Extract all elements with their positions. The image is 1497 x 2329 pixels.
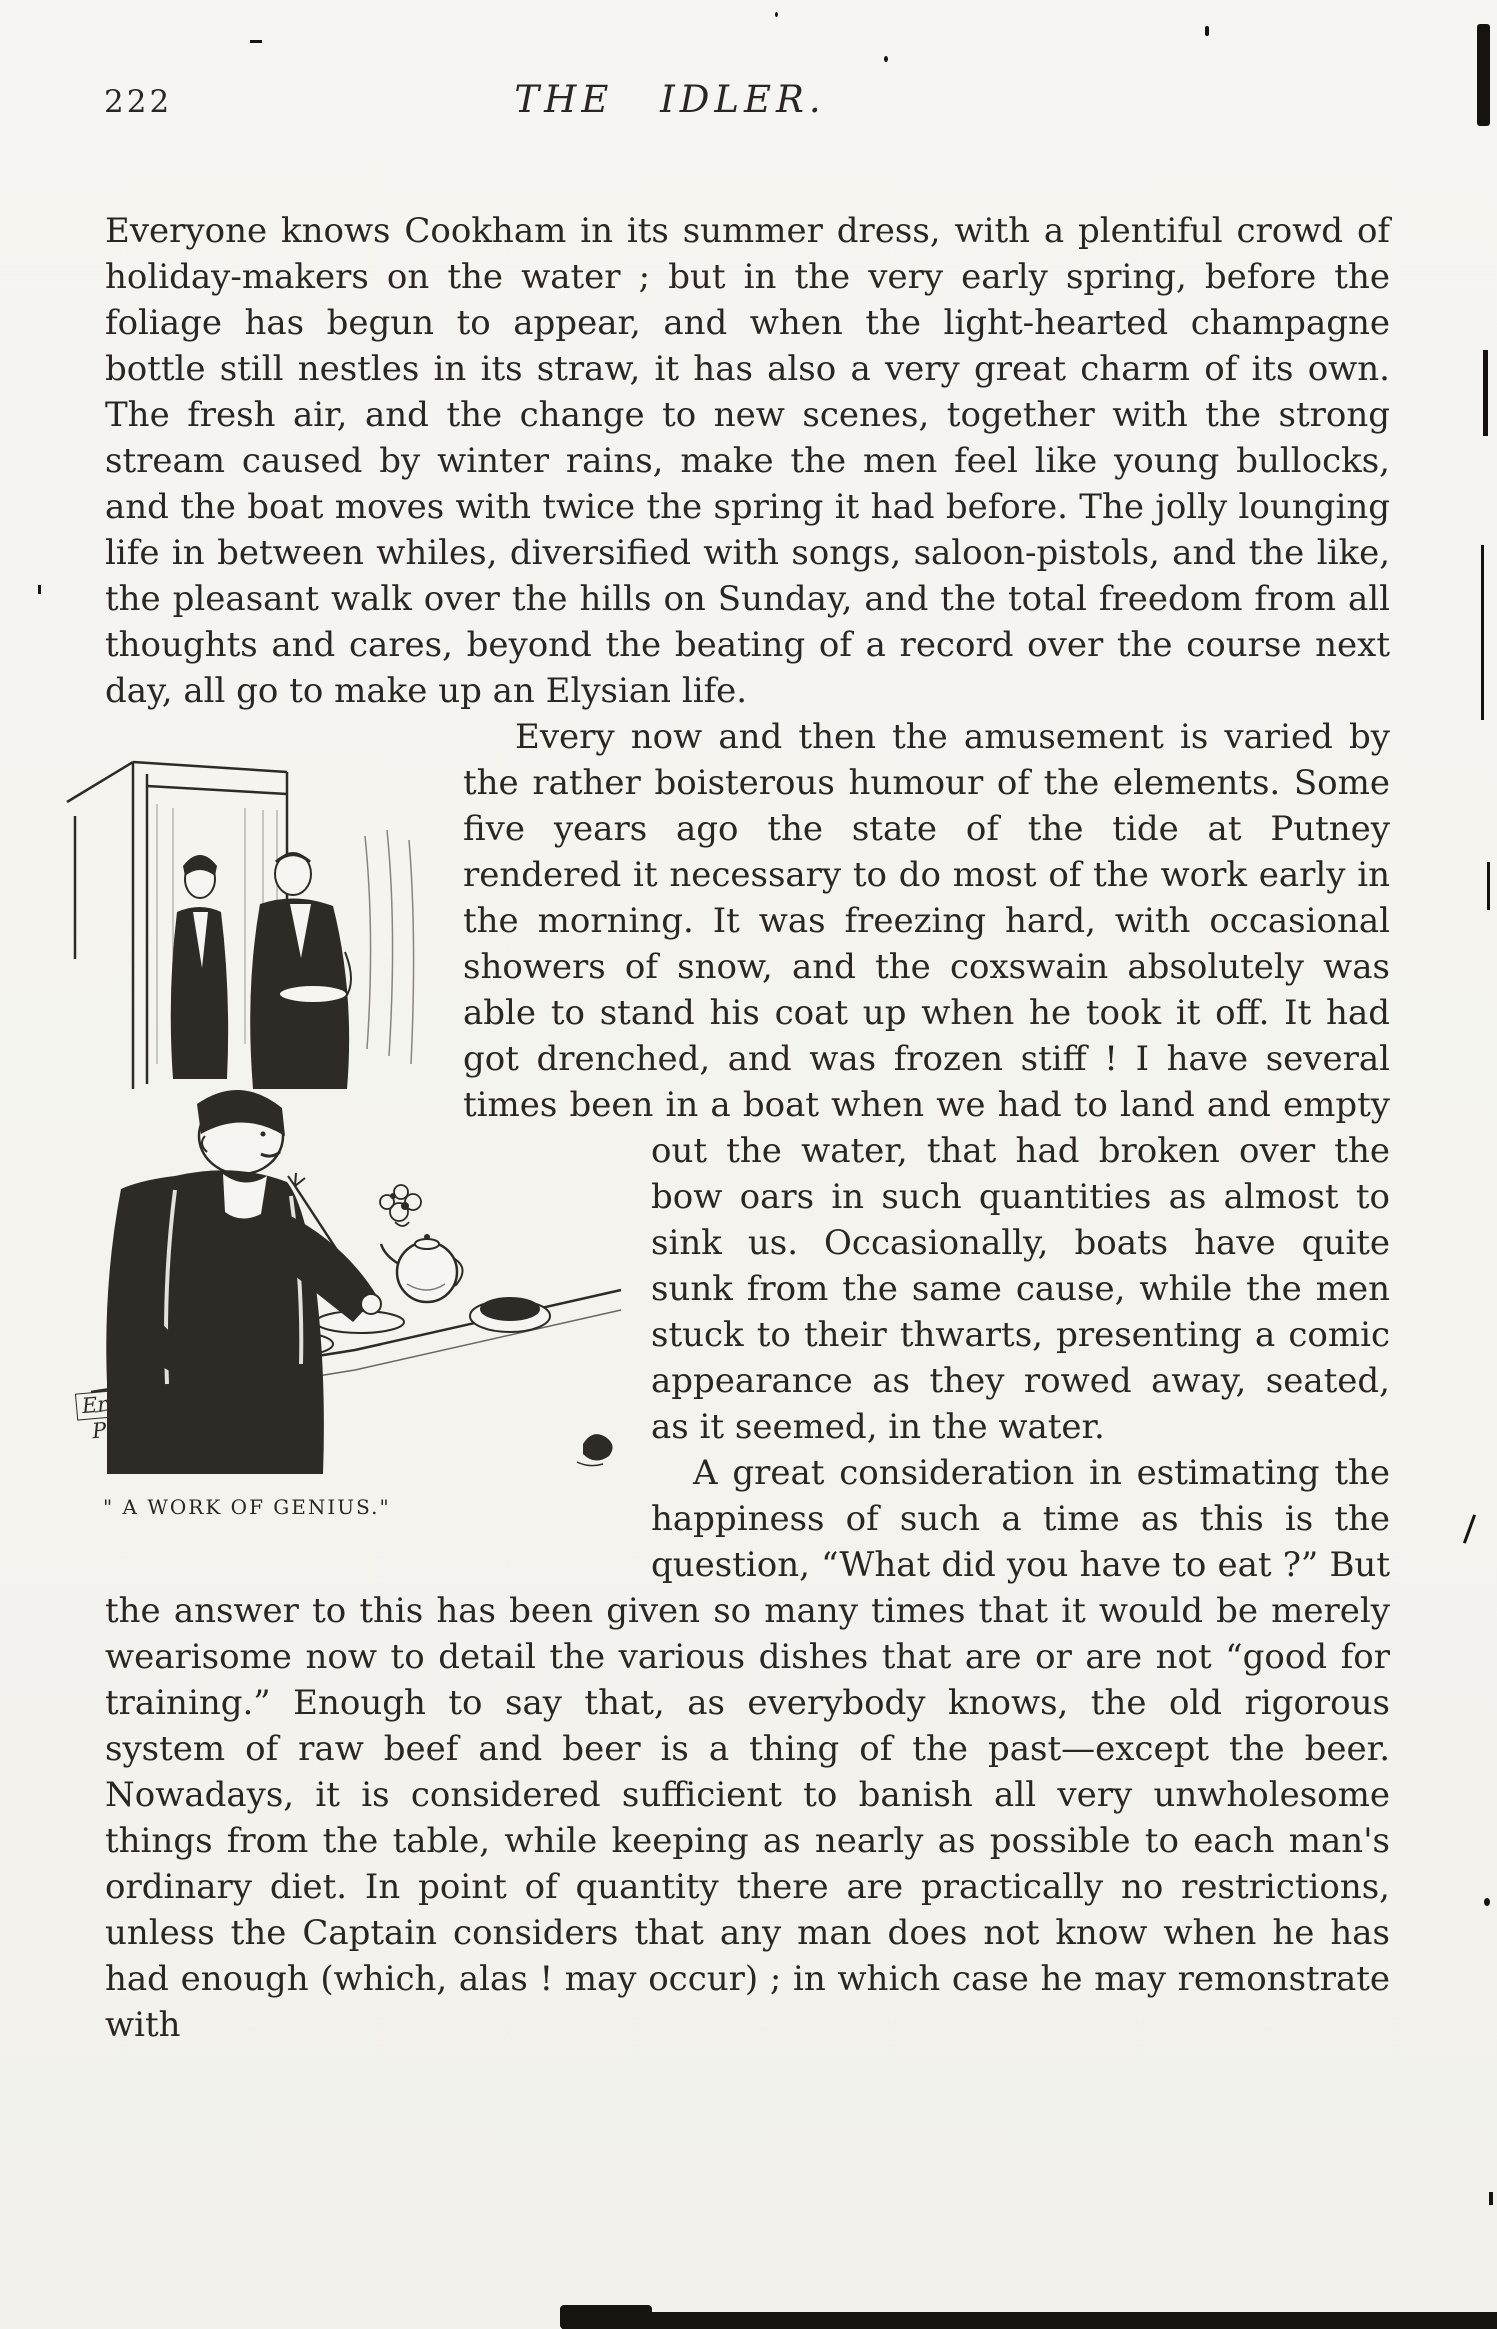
scan-artifact bbox=[1463, 1514, 1476, 1543]
text-wrap-spacer bbox=[80, 714, 463, 1519]
scan-artifact bbox=[1205, 26, 1209, 36]
artist-signature-line2: Prater bbox=[91, 1413, 161, 1444]
scan-artifact bbox=[562, 2312, 1497, 2329]
page-title: THE IDLER. bbox=[514, 78, 826, 121]
paragraph: Every now and then the amusement is varied by the rather boisterous humour of the elements. Some five years ago the state of the tide at Putney rendered it necessary to do most of the work early in the morning. It was freezing hard, with occasional showers of snow, and the coxswain absolutely was able to stand his coat up when he took it off. It had got drenched, and was frozen stiff ! I have several times been in a boat when we had to land and empty out the water, that had broken over the bow oars in such quantities as almost to sink us. Occasionally, boats have quite sunk from the same cause, while the men stuck to their thwarts, presenting a comic appearance as they rowed away, seated, as it seemed, in the water. bbox=[463, 717, 1390, 1447]
paragraph: Everyone knows Cookham in its summer dress, with a plentiful crowd of holiday-makers on the water ; but in the very early spring, before the foliage has begun to appear, and when the light-hearted champagne bottle still nestles in its straw, it has also a very great charm of its own. The fresh air, and the change to new scenes, together with the strong stream caused by winter rains, make the men feel like young bullocks, and the boat moves with twice the spring it had before. The jolly lounging life in between whiles, diversified with songs, saloon-pistols, and the like, the pleasant walk over the hills on Sunday, and the total freedom from all thoughts and cares, beyond the beating of a record over the course next day, all go to make up an Elysian life. bbox=[105, 211, 1390, 711]
scan-artifact bbox=[560, 2305, 652, 2329]
illustration-drawing bbox=[55, 744, 635, 1474]
scan-artifact bbox=[1489, 2192, 1493, 2205]
scan-artifact bbox=[1483, 350, 1488, 436]
article-body bbox=[80, 208, 1390, 2048]
scan-artifact bbox=[1484, 1898, 1490, 1906]
scan-artifact bbox=[775, 12, 778, 17]
scan-artifact bbox=[1481, 545, 1484, 720]
scan-artifact bbox=[250, 40, 262, 43]
paragraph: A great consideration in estimating the happiness of such a time as this is the question, “What did you have to eat ?” But the answer to this has been given so many times that it would be merely wearisome now to detail the various dishes that are or are not “good for training.” Enough to say that, as everybody knows, the old rigorous system of raw beef and beer is a thing of the past—except the beer. Nowadays, it is considered sufficient to banish all very unwholesome things from the table, while keeping as nearly as possible to each man's ordinary diet. In point of quantity there are practically no restrictions, unless the Captain considers that any man does not know when he has had enough (which, alas ! may occur) ; in which case he may remonstrate with bbox=[105, 1453, 1390, 2045]
page-number: 222 bbox=[104, 84, 173, 120]
scan-artifact bbox=[1487, 862, 1490, 910]
illustration-caption: " A WORK OF GENIUS." bbox=[103, 1495, 391, 1519]
scan-artifact bbox=[38, 585, 41, 594]
scan-artifact bbox=[884, 56, 888, 62]
scan-artifact bbox=[1477, 24, 1490, 126]
artist-signature-line1: Ernest bbox=[75, 1386, 160, 1420]
artist-signature bbox=[75, 1386, 162, 1444]
illustration-figure bbox=[55, 744, 635, 1524]
